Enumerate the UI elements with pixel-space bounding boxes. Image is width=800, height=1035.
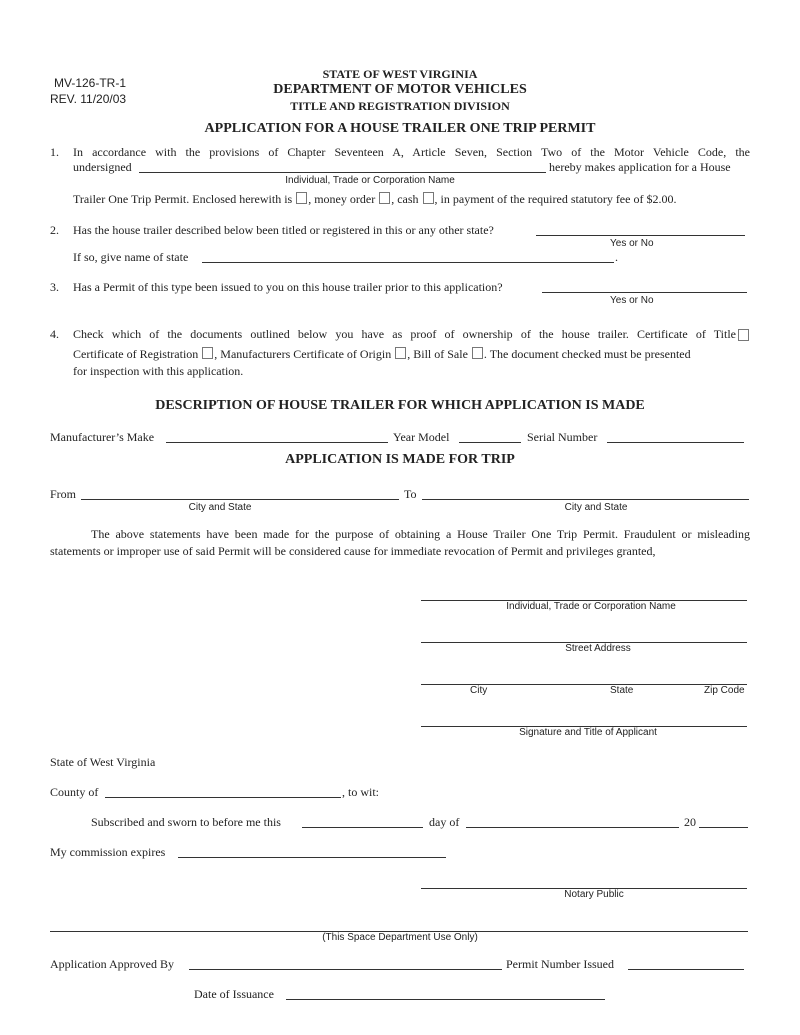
day-of-label: day of <box>429 815 460 829</box>
cash-checkbox[interactable] <box>423 192 434 204</box>
sworn-year-field[interactable] <box>699 827 748 828</box>
item1-hereby: hereby makes application for a House <box>549 160 731 174</box>
make-label: Manufacturer’s Make <box>50 430 155 444</box>
approved-label: Application Approved By <box>50 957 174 971</box>
department-heading: DEPARTMENT OF MOTOR VEHICLES <box>273 82 527 97</box>
department-use-caption: (This Space Department Use Only) <box>322 932 478 943</box>
trip-heading: APPLICATION IS MADE FOR TRIP <box>285 452 515 467</box>
item2-period: . <box>615 250 618 264</box>
item3-answer-field[interactable] <box>542 292 747 293</box>
to-wit: , to wit: <box>342 785 380 799</box>
from-label: From <box>50 487 77 501</box>
make-field[interactable] <box>166 442 388 443</box>
item1-line1: In accordance with the provisions of Chapter Seventeen A, Article Seven, Section Two of the Motor Vehicle Code, the <box>73 145 750 159</box>
item3-number: 3. <box>50 280 59 294</box>
sworn-label: Subscribed and sworn to before me this <box>91 815 281 829</box>
item3-yes-no-caption: Yes or No <box>610 295 654 306</box>
enclosed-text-a: Trailer One Trip Permit. Enclosed herewith is <box>73 192 293 206</box>
registration-certificate-checkbox[interactable] <box>202 347 213 359</box>
street-caption: Street Address <box>565 643 631 654</box>
zip-caption: Zip Code <box>704 685 745 696</box>
statement-paragraph: The above statements have been made for the purpose of obtaining a House Trailer One Trip Permit. Fraudulent or misleading statements or improper use of said Permit will be considered cause for immediate revocation of Permit and privileges granted, <box>50 527 750 558</box>
commission-label: My commission expires <box>50 845 166 859</box>
item4-line3: for inspection with this application. <box>73 364 244 378</box>
enclosed-text-b: , money order <box>308 192 376 206</box>
item3-question: Has a Permit of this type been issued to you on this house trailer prior to this application? <box>73 280 503 294</box>
form-number: MV-126-TR-1 <box>54 76 127 90</box>
year-label: Year Model <box>393 430 450 444</box>
page-title: APPLICATION FOR A HOUSE TRAILER ONE TRIP PERMIT <box>204 121 596 136</box>
notary-caption: Notary Public <box>564 889 624 900</box>
serial-label: Serial Number <box>527 430 598 444</box>
to-label: To <box>404 487 417 501</box>
notary-state: State of West Virginia <box>50 755 156 769</box>
form-revision: REV. 11/20/03 <box>50 92 127 106</box>
item2-number: 2. <box>50 223 59 237</box>
date-field[interactable] <box>286 999 605 1000</box>
signature-caption: Signature and Title of Applicant <box>519 727 657 738</box>
origin-certificate-checkbox[interactable] <box>395 347 406 359</box>
permit-field[interactable] <box>628 969 744 970</box>
enclosed-text-d: , in payment of the required statutory fee of $2.00. <box>434 192 677 206</box>
title-certificate-checkbox[interactable] <box>738 329 749 341</box>
bill-of-sale-checkbox[interactable] <box>472 347 483 359</box>
item1-enclosed <box>73 192 676 207</box>
permit-label: Permit Number Issued <box>506 957 614 971</box>
commission-field[interactable] <box>178 857 446 858</box>
item4-line1: Check which of the documents outlined below you have as proof of ownership of the house trailer. Certificate of Title <box>73 327 736 341</box>
check-checkbox[interactable] <box>296 192 307 204</box>
item4-line2 <box>73 347 691 362</box>
serial-field[interactable] <box>607 442 744 443</box>
item2-answer-field[interactable] <box>536 235 745 236</box>
item2-yes-no-caption: Yes or No <box>610 238 654 249</box>
item2-state-prompt: If so, give name of state <box>73 250 189 264</box>
date-label: Date of Issuance <box>194 987 274 1001</box>
sig-name-caption: Individual, Trade or Corporation Name <box>506 601 676 612</box>
approved-field[interactable] <box>189 969 502 970</box>
item1-undersigned: undersigned <box>73 160 132 174</box>
year-field[interactable] <box>459 442 521 443</box>
county-field[interactable] <box>105 797 341 798</box>
applicant-name-caption: Individual, Trade or Corporation Name <box>285 175 455 186</box>
year-prefix: 20 <box>684 815 696 829</box>
item4-text-b: , Manufacturers Certificate of Origin <box>214 347 392 361</box>
item2-question: Has the house trailer described below been titled or registered in this or any other state? <box>73 223 494 237</box>
item4-text-a: Certificate of Registration <box>73 347 199 361</box>
division-heading: TITLE AND REGISTRATION DIVISION <box>290 99 510 113</box>
sworn-month-field[interactable] <box>466 827 679 828</box>
city-caption: City <box>470 685 488 696</box>
description-heading: DESCRIPTION OF HOUSE TRAILER FOR WHICH APPLICATION IS MADE <box>155 398 645 413</box>
item4-text-c: , Bill of Sale <box>407 347 468 361</box>
item1-number: 1. <box>50 145 59 159</box>
enclosed-text-c: , cash <box>391 192 419 206</box>
county-label: County of <box>50 785 99 799</box>
item4-number: 4. <box>50 327 59 341</box>
to-field[interactable] <box>422 499 749 500</box>
from-field[interactable] <box>81 499 399 500</box>
state-heading: STATE OF WEST VIRGINIA <box>322 67 478 81</box>
to-caption: City and State <box>564 502 628 513</box>
item2-state-field[interactable] <box>202 262 614 263</box>
applicant-name-field[interactable] <box>139 172 546 173</box>
sworn-day-field[interactable] <box>302 827 423 828</box>
from-caption: City and State <box>188 502 252 513</box>
item4-text-d: . The document checked must be presented <box>483 347 691 361</box>
state-caption: State <box>610 685 634 696</box>
money-order-checkbox[interactable] <box>379 192 390 204</box>
